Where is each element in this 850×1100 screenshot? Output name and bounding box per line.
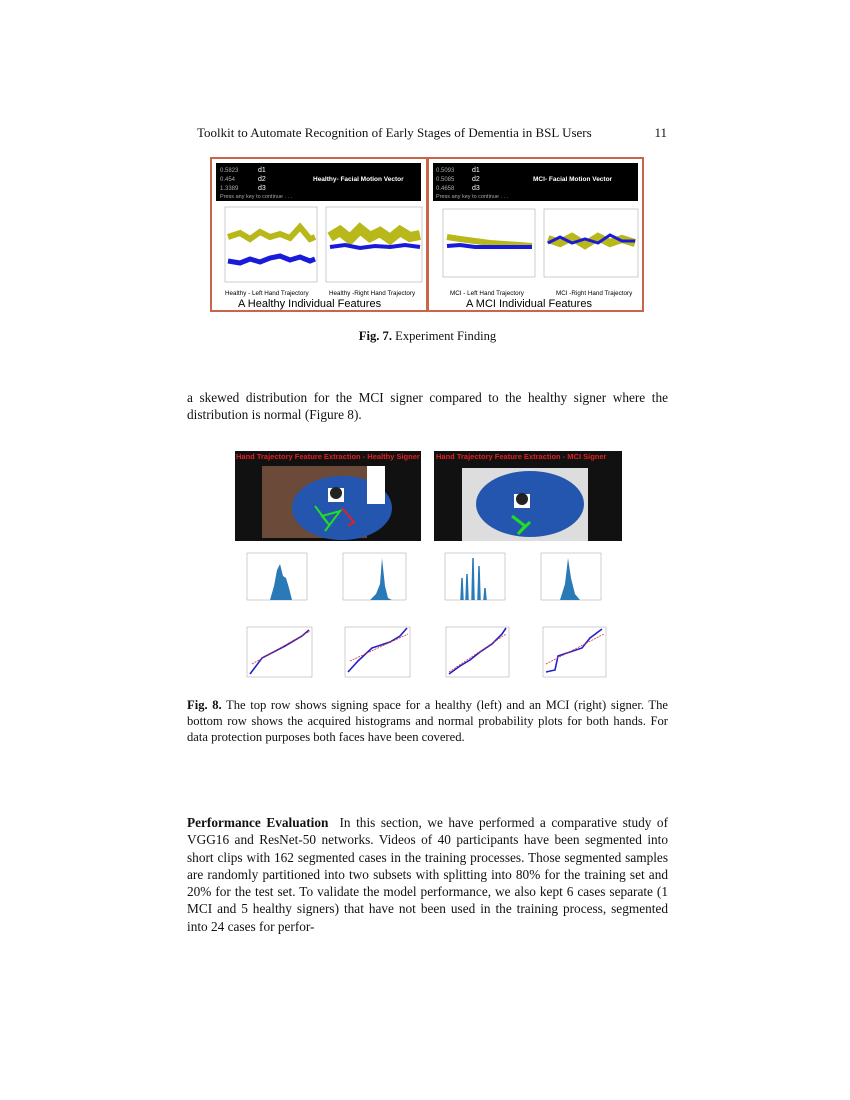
figure-8-label: Fig. 8.: [187, 698, 222, 712]
probability-plot-healthy-left: [247, 627, 312, 677]
figure-7-caption: [187, 328, 668, 344]
histogram-mci-left: [445, 553, 505, 600]
mci-prompt: Press any key to continue . . .: [436, 194, 509, 200]
healthy-d1-value: 0.5823: [220, 168, 239, 174]
figure-7-caption-text: Experiment Finding: [391, 329, 497, 343]
figure-7-label: Fig. 7.: [358, 329, 392, 343]
healthy-left-plot: [225, 207, 317, 282]
paragraph-performance-evaluation: [187, 814, 672, 935]
mci-d3-label: d3: [472, 185, 480, 192]
healthy-d3-value: 1.3389: [220, 186, 239, 192]
healthy-prompt: Press any key to continue . . .: [220, 194, 293, 200]
mci-right-caption: MCI -Right Hand Trajectory: [556, 290, 633, 297]
figure-8-caption-text: The top row shows signing space for a healthy (left) and an MCI (right) signer. The bottom row shows the acquired histograms and normal probability plots for both hands. For data protection purposes both faces have been covered.: [187, 698, 668, 744]
page-number: 11: [654, 125, 667, 140]
healthy-d1-label: d1: [258, 167, 266, 174]
healthy-signer-title: Hand Trajectory Feature Extraction - Healthy Signer: [236, 452, 420, 461]
section-heading: Performance Evaluation: [187, 815, 329, 830]
mci-d1-value: 0.5093: [436, 168, 455, 174]
healthy-left-caption: Healthy - Left Hand Trajectory: [225, 290, 309, 297]
figure-8-caption: [187, 697, 668, 745]
paragraph-distribution: a skewed distribution for the MCI signer compared to the healthy signer where the distribution is normal (Figure 8).: [187, 390, 668, 422]
healthy-d3-label: d3: [258, 185, 266, 192]
mci-title: MCI- Facial Motion Vector: [533, 176, 613, 183]
mci-panel-caption: A MCI Individual Features: [466, 298, 592, 310]
paragraph-text: In this section, we have performed a comparative study of VGG16 and ResNet-50 networks. Videos of 40 participants have been segmented into short clips with 162 segmented cases in the training processes. Those segmented samples are randomly partitioned into two subsets with splitting into 80% for the training set and 20% for the test set. To validate the model performance, we also kept 6 cases separate (1 MCI and 5 healthy signers) that have not been used in the training process, segmented into 24 cases for perfor-: [187, 815, 672, 934]
healthy-right-y-series: [330, 229, 420, 239]
healthy-panel-caption: A Healthy Individual Features: [238, 298, 382, 310]
healthy-right-caption: Healthy -Right Hand Trajectory: [329, 290, 416, 297]
mci-d1-label: d1: [472, 167, 480, 174]
mci-d2-label: d2: [472, 176, 480, 183]
mci-signer-title: Hand Trajectory Feature Extraction - MCI Signer: [436, 452, 607, 461]
mci-left-caption: MCI - Left Hand Trajectory: [450, 290, 524, 297]
figure-8: [230, 446, 626, 686]
histogram-healthy-right: [343, 553, 406, 600]
healthy-d2-value: 0.454: [220, 177, 236, 183]
probability-plot-mci-right: [543, 627, 606, 677]
mci-d2-value: 0.5085: [436, 177, 455, 183]
healthy-d2-label: d2: [258, 176, 266, 183]
healthy-title: Healthy- Facial Motion Vector: [313, 176, 404, 183]
mci-left-x-series: [447, 245, 532, 247]
running-title: Toolkit to Automate Recognition of Early Stages of Dementia in BSL Users: [197, 125, 592, 140]
mci-d3-value: 0.4658: [436, 186, 455, 192]
running-header: [197, 125, 667, 141]
figure-7: [210, 157, 645, 313]
